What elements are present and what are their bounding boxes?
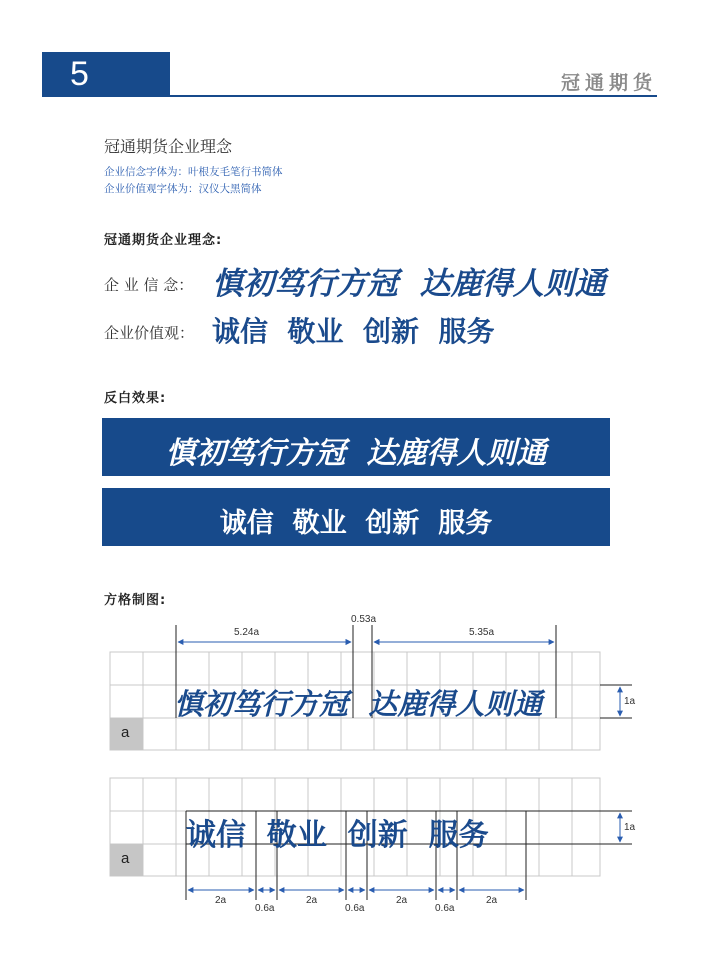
- grid-values-text: 诚信 敬业 创新 服务: [186, 818, 489, 853]
- dim-bottom-4: 0.6a: [345, 903, 365, 914]
- dim-bottom-6: 0.6a: [435, 903, 455, 914]
- font-note-belief: 企业信念字体为：叶根友毛笔行书简体: [104, 166, 283, 178]
- dim-bottom-7: 2a: [486, 895, 498, 906]
- section-title: 冠通期货企业理念: [104, 137, 233, 156]
- font-note-values: 企业价值观字体为：汉仪大黑简体: [104, 183, 262, 195]
- grid-heading: 方格制图:: [104, 593, 167, 608]
- reverse-values-text: 诚信 敬业 创新 服务: [219, 508, 493, 539]
- dim-right: 5.35a: [469, 627, 495, 638]
- dim-bottom-5: 2a: [396, 895, 408, 906]
- dim-left: 5.24a: [234, 627, 260, 638]
- grid-belief-text: 慎初笃行方冠 达鹿得人则通: [174, 687, 543, 721]
- philosophy-heading: 冠通期货企业理念:: [104, 233, 223, 248]
- dim-height-1: 1a: [624, 696, 636, 707]
- page-number: 5: [70, 55, 89, 93]
- values-label: 企业价值观：: [104, 324, 195, 342]
- grid-2-unit-label: a: [121, 850, 130, 867]
- reverse-belief-text: 慎初笃行方冠 达鹿得人则通: [165, 436, 547, 471]
- belief-label: 企 业 信 念：: [104, 276, 194, 294]
- dim-bottom-2: 0.6a: [255, 903, 275, 914]
- dim-bottom-1: 2a: [215, 895, 227, 906]
- reverse-heading: 反白效果:: [104, 391, 167, 406]
- dim-gap: 0.53a: [351, 614, 377, 625]
- dim-height-2: 1a: [624, 822, 636, 833]
- grid-1-unit-label: a: [121, 724, 130, 741]
- values-text: 诚信 敬业 创新 服务: [212, 315, 495, 348]
- belief-text: 慎初笃行方冠 达鹿得人则通: [212, 266, 606, 302]
- dim-bottom-3: 2a: [306, 895, 318, 906]
- brand-name: 冠通期货: [560, 72, 657, 94]
